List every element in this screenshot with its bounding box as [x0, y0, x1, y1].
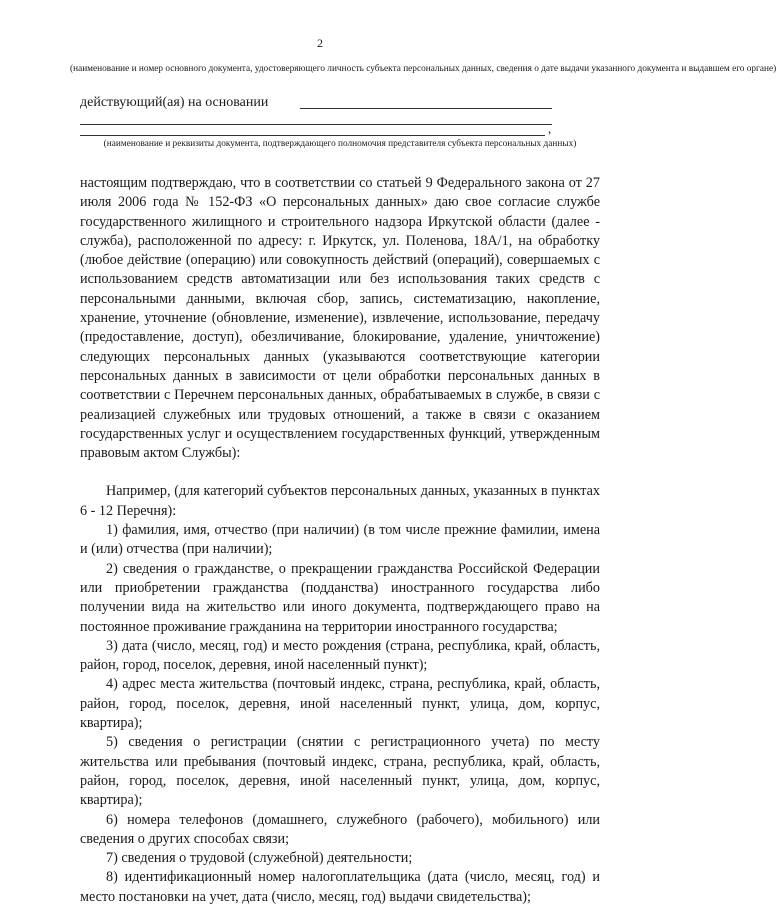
fill-line-2 [80, 124, 552, 125]
basis-fill-line [300, 108, 552, 109]
example-paragraph: Например, (для категорий субъектов персональных данных, указанных в пунктах 6 - 12 Перечня): [80, 483, 600, 519]
list-item: 5) сведения о регистрации (снятии с регистрационного учета) по месту жительства или пребывания (почтовый индекс, страна, республика, край, область, район, город, поселок, деревня, иной населенный пункт, улица, дом, корпус, квартира); [80, 734, 600, 809]
list-item: 2) сведения о гражданстве, о прекращении гражданства Российской Федерации или приобретении гражданства (подданства) иностранного государства либо получении вида на жительство или иного документа, подтверждающего право на постоянное проживание гражданина на территории иностранного государства; [80, 560, 600, 635]
basis-label: действующий(ая) на основании [80, 95, 269, 110]
main-document-caption: (наименование и номер основного документа, удостоверяющего личность субъекта персональных данных, сведения о дате выдачи указанного документа и выдавшем его органе) [70, 64, 776, 74]
authority-document-caption: (наименование и реквизиты документа, подтверждающего полномочия представителя субъекта персональных данных) [103, 139, 577, 149]
consent-body [80, 174, 600, 907]
page-number: 2 [317, 36, 323, 50]
fill-line-3 [80, 135, 545, 136]
list-item: 8) идентификационный номер налогоплательщика (дата (число, месяц, год) и место постановки на учет, дата (число, месяц, год) выдачи свидетельства); [80, 869, 600, 905]
list-item: 3) дата (число, месяц, год) и место рождения (страна, республика, край, область, район, город, поселок, деревня, иной населенный пункт); [80, 637, 600, 674]
line-comma: , [548, 121, 552, 136]
consent-intro-paragraph: настоящим подтверждаю, что в соответствии со статьей 9 Федерального закона от 27 июля 2006 года № 152-ФЗ «О персональных данных» даю свое согласие службе государственного жилищного и строительного надзора Иркутской области (далее - служба), расположенной по адресу: г. Иркутск, ул. Поленова, 18А/1, на обработку (любое действие (операцию) или совокупность действий (операций), совершаемых с использованием средств автоматизации или без использования таких средств с персональными данными, включая сбор, запись, систематизацию, накопление, хранение, уточнение (обновление, изменение), извлечение, использование, передачу (предоставление, доступ), обезличивание, блокирование, удаление, уничтожение) следующих персональных данных (указываются соответствующие категории персональных данных в зависимости от цели обработки персональных данных в соответствии с Перечнем персональных данных, обрабатываемых в службе, в связи с реализацией служебных или трудовых отношений, а также в связи с оказанием государственных услуг и осуществлением государственных функций, утвержденным правовым актом Службы): [80, 175, 600, 462]
list-item: 6) номера телефонов (домашнего, служебного (рабочего), мобильного) или сведения о других способах связи; [80, 811, 600, 847]
list-item: 7) сведения о трудовой (служебной) деятельности; [106, 850, 413, 867]
list-item: 1) фамилия, имя, отчество (при наличии) (в том числе прежние фамилии, имена и (или) отчества (при наличии); [80, 522, 600, 558]
list-item: 4) адрес места жительства (почтовый индекс, страна, республика, край, область, район, город, поселок, деревня, иной населенный пункт, улица, дом, корпус, квартира); [80, 676, 600, 732]
